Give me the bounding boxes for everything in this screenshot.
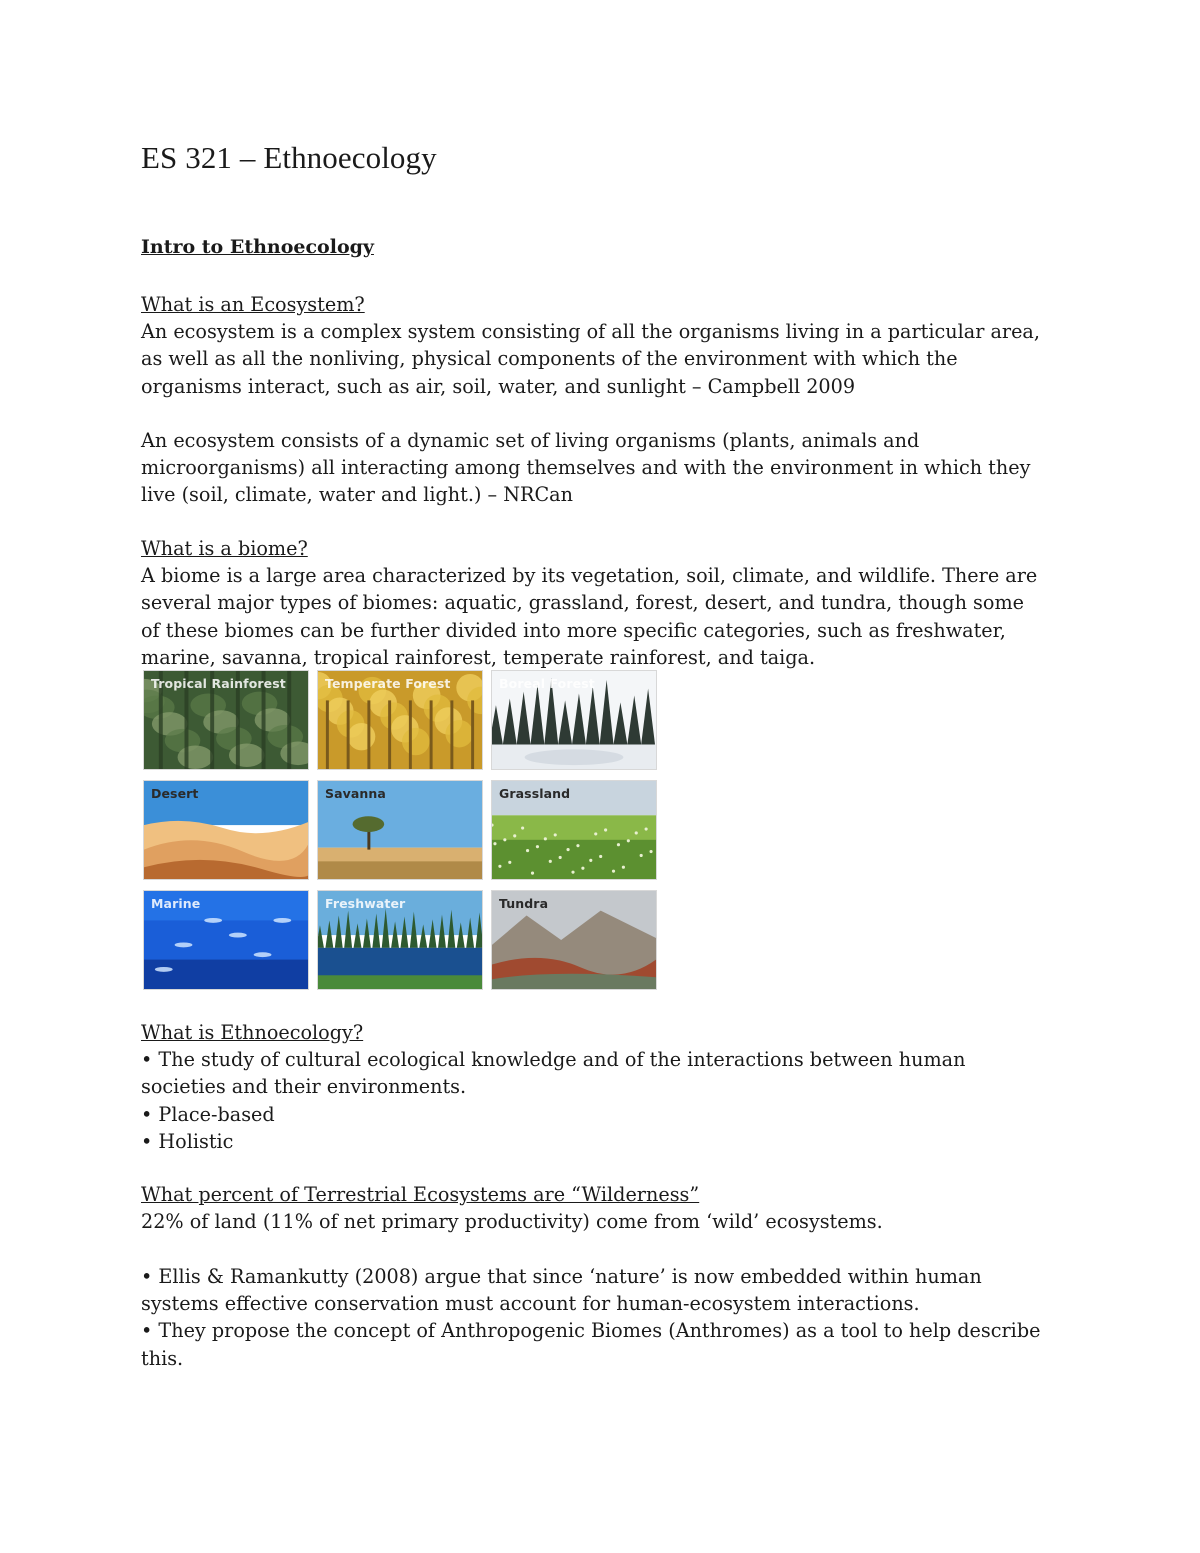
ethnoecology-bullet-place-based: • Place-based [141, 1102, 275, 1126]
ethnoecology-bullet-study: • The study of cultural ecological knowledge and of the interactions between human societies and their environments. [141, 1048, 966, 1099]
anthromes-section [141, 1263, 1046, 1372]
biome-tile-label: Marine [151, 896, 201, 911]
ecosystem-definition-nrcan-block [141, 427, 1046, 509]
wilderness-heading: What percent of Terrestrial Ecosystems are “Wilderness” [141, 1183, 700, 1206]
biome-tile-freshwater [317, 890, 483, 990]
biome-tile-rainforest [143, 670, 309, 770]
biome-tile-label: Tundra [499, 896, 549, 911]
biome-section [141, 535, 1046, 671]
biome-definition: A biome is a large area characterized by its vegetation, soil, climate, and wildlife. There are several major types of biomes: aquatic, grassland, forest, desert, and tundra, though some of these biomes can be further divided into more specific categories, such as freshwater, marine, savanna, tropical rainforest, temperate rainforest, and taiga. [141, 564, 1038, 669]
biome-tile-label: Desert [151, 786, 199, 801]
ecosystem-definition-campbell: An ecosystem is a complex system consisting of all the organisms living in a particular area, as well as all the nonliving, physical components of the environment with which the organisms interact, such as air, soil, water, and sunlight – Campbell 2009 [141, 320, 1040, 398]
ecosystem-section [141, 291, 1046, 400]
biome-tile-temperate [317, 670, 483, 770]
biome-tile-marine [143, 890, 309, 990]
biome-tile-label: Tropical Rainforest [151, 676, 286, 691]
anthromes-bullet-ellis: • Ellis & Ramankutty (2008) argue that since ‘nature’ is now embedded within human systems effective conservation must account for human-ecosystem interactions. [141, 1265, 982, 1316]
biome-heading: What is a biome? [141, 537, 308, 560]
wilderness-stat: 22% of land (11% of net primary productivity) come from ‘wild’ ecosystems. [141, 1210, 883, 1234]
ecosystem-definition-nrcan: An ecosystem consists of a dynamic set of living organisms (plants, animals and microorganisms) all interacting among themselves and with the environment in which they live (soil, climate, water and light.) – NRCan [141, 429, 1031, 507]
biome-tile-label: Freshwater [325, 896, 406, 911]
biome-tile-grassland [491, 780, 657, 880]
biome-tile-boreal [491, 670, 657, 770]
anthromes-bullet-concept: • They propose the concept of Anthropogenic Biomes (Anthromes) as a tool to help describe this. [141, 1319, 1041, 1370]
biome-tile-label: Temperate Forest [325, 676, 451, 691]
document-title: ES 321 – Ethnoecology [141, 140, 437, 175]
wilderness-section [141, 1181, 1046, 1235]
section-heading: Intro to Ethnoecology [141, 236, 374, 258]
biome-tile-label: Grassland [499, 786, 571, 801]
ethnoecology-heading: What is Ethnoecology? [141, 1021, 364, 1044]
biome-tile-tundra [491, 890, 657, 990]
ecosystem-heading: What is an Ecosystem? [141, 293, 365, 316]
ethnoecology-section [141, 1019, 1046, 1155]
biome-tile-label: Savanna [325, 786, 386, 801]
biome-tile-label: Boreal Forest [499, 676, 595, 691]
biome-image-grid [143, 670, 657, 992]
biome-tile-savanna [317, 780, 483, 880]
biome-tile-desert [143, 780, 309, 880]
ethnoecology-bullet-holistic: • Holistic [141, 1129, 234, 1153]
